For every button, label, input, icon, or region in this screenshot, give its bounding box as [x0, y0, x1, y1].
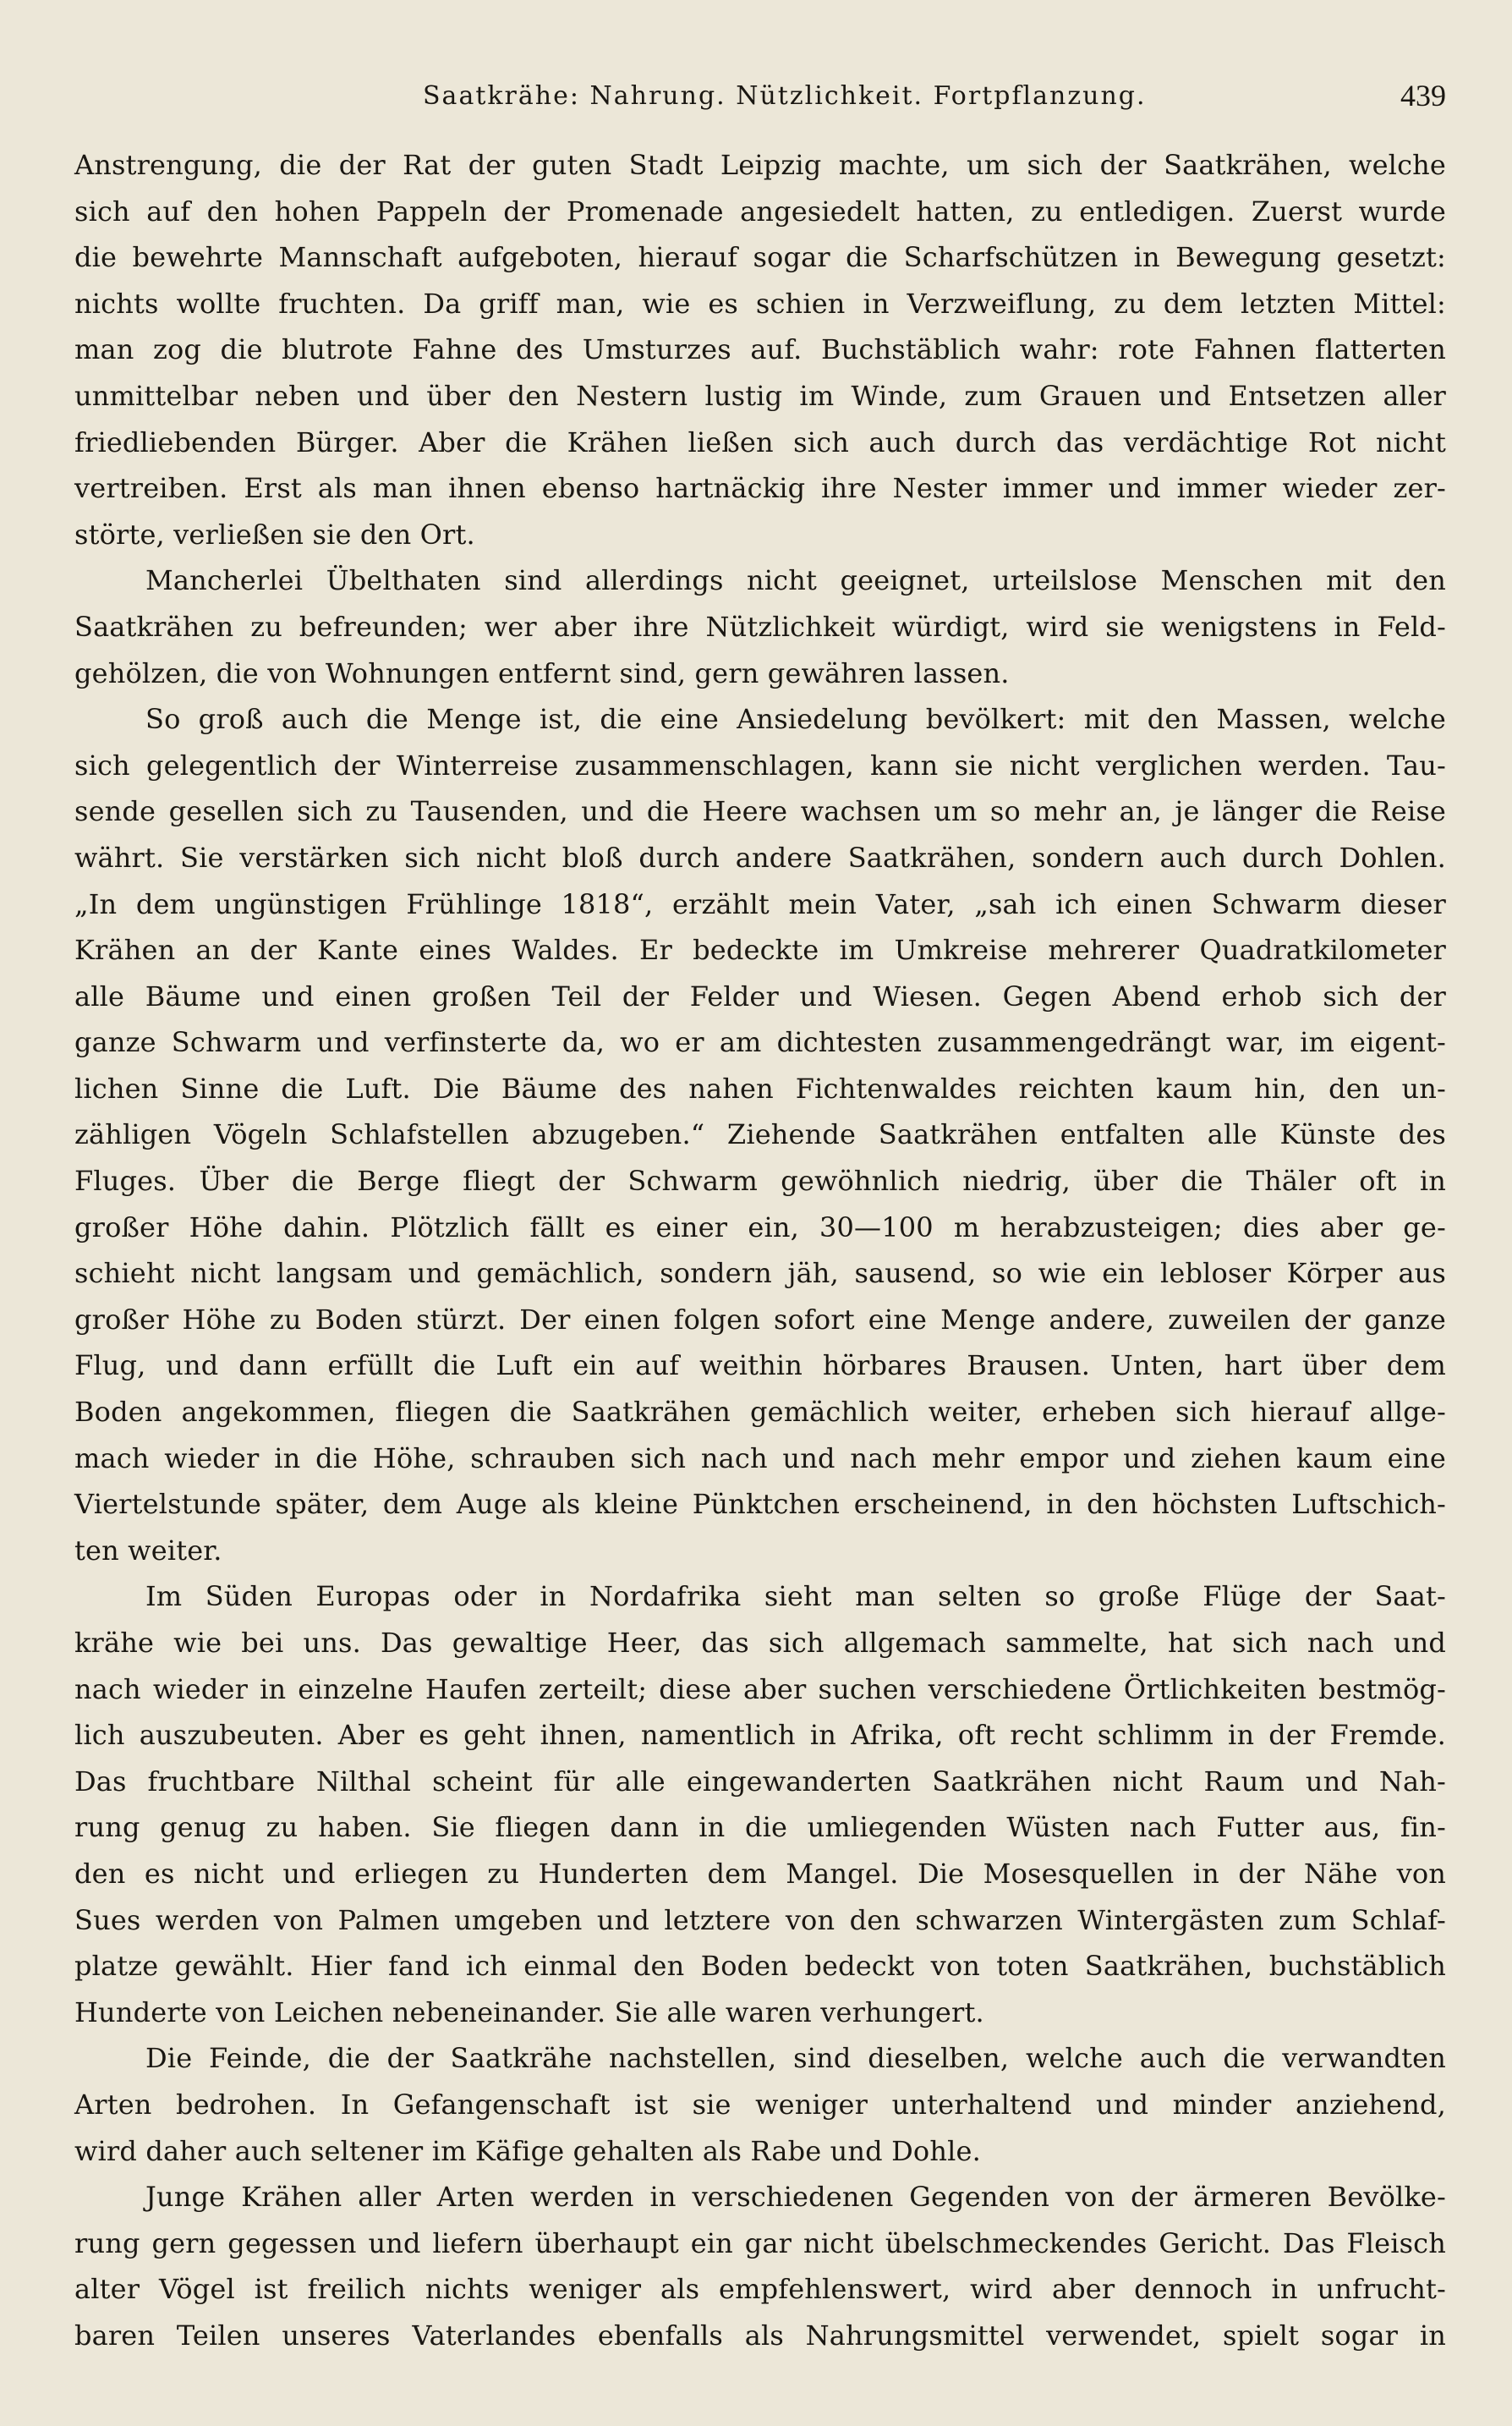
text-line: „In dem ungünstigen Frühlinge 1818“, erzählt mein Vater, „sah ich einen Schwarm dieser — [74, 887, 1446, 920]
text-line: schieht nicht langsam und gemächlich, sondern jäh, sausend, so wie ein lebloser Körper aus — [74, 1257, 1446, 1290]
text-line: krähe wie bei uns. Das gewaltige Heer, das sich allgemach sammelte, hat sich nach und — [74, 1627, 1446, 1659]
text-line: großer Höhe zu Boden stürzt. Der einen folgen sofort eine Menge andere, zuweilen der ganze — [74, 1303, 1446, 1336]
paragraph — [74, 2174, 1446, 2358]
paragraph — [74, 557, 1446, 696]
body-text — [74, 142, 1446, 2359]
text-line: sende gesellen sich zu Tausenden, und die Heere wachsen um so mehr an, je länger die Reise — [74, 795, 1446, 828]
text-line: man zog die blutrote Fahne des Umsturzes auf. Buchstäblich wahr: rote Fahnen flatterten — [74, 333, 1446, 366]
text-line: vertreiben. Erst als man ihnen ebenso hartnäckig ihre Nester immer und immer wieder zer- — [74, 472, 1446, 505]
text-line: Die Feinde, die der Saatkrähe nachstellen, sind dieselben, welche auch die verwandten — [145, 2042, 1446, 2075]
text-line: störte, verließen sie den Ort. — [74, 518, 475, 551]
text-line: Anstrengung, die der Rat der guten Stadt Leipzig machte, um sich der Saatkrähen, welche — [74, 149, 1446, 181]
text-line: wird daher auch seltener im Käfige gehalten als Rabe und Dohle. — [74, 2134, 981, 2167]
text-line: Flug, und dann erfüllt die Luft ein auf weithin hörbares Brausen. Unten, hart über dem — [74, 1349, 1446, 1382]
text-line: mach wieder in die Höhe, schrauben sich nach und nach mehr empor und ziehen kaum eine — [74, 1441, 1446, 1474]
text-line: nach wieder in einzelne Haufen zerteilt; diese aber suchen verschiedene Örtlichkeiten bestmög- — [74, 1672, 1446, 1705]
text-line: Krähen an der Kante eines Waldes. Er bedeckte im Umkreise mehrerer Quadratkilometer — [74, 934, 1446, 967]
text-line: alter Vögel ist freilich nichts weniger als empfehlenswert, wird aber dennoch in unfrucht- — [74, 2273, 1446, 2306]
text-line: Sues werden von Palmen umgeben und letztere von den schwarzen Wintergästen zum Schlaf- — [74, 1903, 1446, 1936]
text-line: Arten bedrohen. In Gefangenschaft ist sie weniger unterhaltend und minder anziehend, — [74, 2088, 1446, 2121]
text-line: den es nicht und erliegen zu Hunderten dem Mangel. Die Mosesquellen in der Nähe von — [74, 1857, 1446, 1890]
text-line: lich auszubeuten. Aber es geht ihnen, namentlich in Afrika, oft recht schlimm in der Fremde. — [74, 1719, 1446, 1752]
paragraph — [74, 696, 1446, 1573]
text-line: Mancherlei Übelthaten sind allerdings nicht geeignet, urteilslose Menschen mit den — [145, 564, 1446, 597]
text-line: gehölzen, die von Wohnungen entfernt sind, gern gewähren lassen. — [74, 656, 1010, 689]
paragraph — [74, 1573, 1446, 2035]
text-line: Hunderte von Leichen nebeneinander. Sie alle waren verhungert. — [74, 1995, 984, 2028]
text-line: unmittelbar neben und über den Nestern lustig im Winde, zum Grauen und Entsetzen aller — [74, 379, 1446, 412]
text-line: großer Höhe dahin. Plötzlich fällt es einer ein, 30—100 m herabzusteigen; dies aber ge- — [74, 1210, 1446, 1243]
paragraph — [74, 142, 1446, 557]
text-line: So groß auch die Menge ist, die eine Ansiedelung bevölkert: mit den Massen, welche — [145, 703, 1446, 736]
text-line: friedliebenden Bürger. Aber die Krähen ließen sich auch durch das verdächtige Rot nicht — [74, 425, 1446, 458]
text-line: Saatkrähen zu befreunden; wer aber ihre Nützlichkeit würdigt, wird sie wenigstens in Feld- — [74, 610, 1446, 643]
text-line: Viertelstunde später, dem Auge als kleine Pünktchen erscheinend, in den höchsten Luftschich- — [74, 1488, 1446, 1521]
text-line: lichen Sinne die Luft. Die Bäume des nahen Fichtenwaldes reichten kaum hin, den un- — [74, 1072, 1446, 1105]
text-line: rung gern gegessen und liefern überhaupt ein gar nicht übelschmeckendes Gericht. Das Fleisch — [74, 2226, 1446, 2259]
page-header — [74, 73, 1446, 132]
text-line: Fluges. Über die Berge fliegt der Schwarm gewöhnlich niedrig, über die Thäler oft in — [74, 1165, 1446, 1198]
text-line: die bewehrte Mannschaft aufgeboten, hierauf sogar die Scharfschützen in Bewegung gesetzt: — [74, 241, 1446, 274]
page-number: 439 — [1400, 79, 1446, 113]
text-line: Junge Krähen aller Arten werden in verschiedenen Gegenden von der ärmeren Bevölke- — [145, 2181, 1446, 2214]
text-line: baren Teilen unseres Vaterlandes ebenfalls als Nahrungsmittel verwendet, spielt sogar in — [74, 2319, 1446, 2352]
text-line: Das fruchtbare Nilthal scheint für alle eingewanderten Saatkrähen nicht Raum und Nah- — [74, 1765, 1446, 1798]
text-line: zähligen Vögeln Schlafstellen abzugeben.“ Ziehende Saatkrähen entfalten alle Künste des — [74, 1118, 1446, 1151]
text-line: nichts wollte fruchten. Da griff man, wie es schien in Verzweiflung, zu dem letzten Mittel: — [74, 287, 1446, 320]
text-line: sich gelegentlich der Winterreise zusammenschlagen, kann sie nicht verglichen werden. Tau- — [74, 749, 1446, 782]
text-line: sich auf den hohen Pappeln der Promenade angesiedelt hatten, zu entledigen. Zuerst wurde — [74, 195, 1446, 228]
text-line: alle Bäume und einen großen Teil der Felder und Wiesen. Gegen Abend erhob sich der — [74, 980, 1446, 1013]
text-line: ganze Schwarm und verfinsterte da, wo er am dichtesten zusammengedrängt war, im eigent- — [74, 1026, 1446, 1059]
text-line: Boden angekommen, fliegen die Saatkrähen gemächlich weiter, erheben sich hierauf allge- — [74, 1396, 1446, 1429]
text-line: rung genug zu haben. Sie fliegen dann in die umliegenden Wüsten nach Futter aus, fin- — [74, 1811, 1446, 1844]
text-line: Im Süden Europas oder in Nordafrika sieht man selten so große Flüge der Saat- — [145, 1580, 1446, 1613]
paragraph — [74, 2035, 1446, 2174]
text-line: platze gewählt. Hier fand ich einmal den Boden bedeckt von toten Saatkrähen, buchstäblich — [74, 1950, 1446, 1983]
text-line: währt. Sie verstärken sich nicht bloß durch andere Saatkrähen, sondern auch durch Dohlen. — [74, 841, 1446, 874]
running-head: Saatkrähe: Nahrung. Nützlichkeit. Fortpflanzung. — [423, 81, 1147, 111]
text-line: ten weiter. — [74, 1534, 222, 1567]
